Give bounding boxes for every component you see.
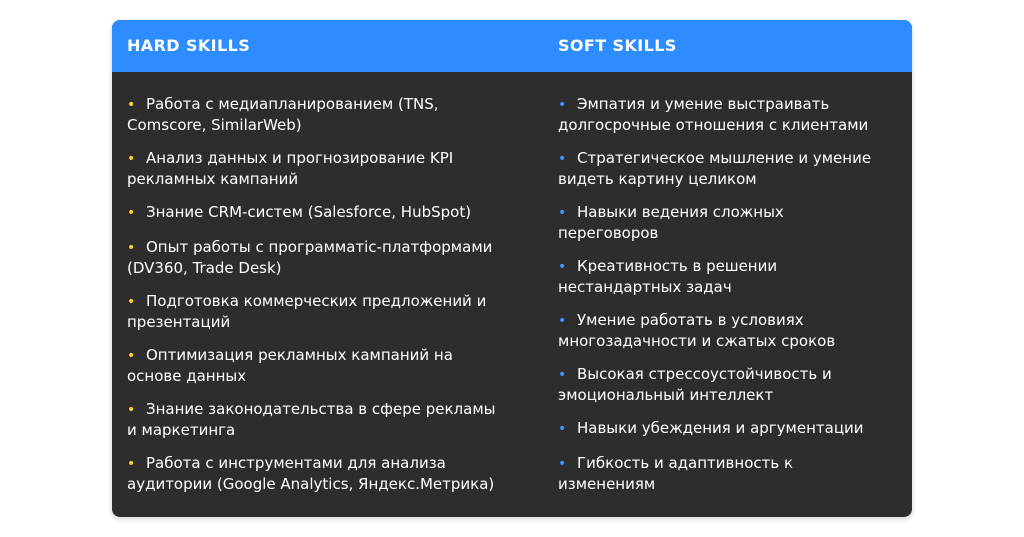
soft-skill-line1: Навыки ведения сложных (577, 203, 784, 221)
hard-skill-line2: Comscore, SimilarWeb) (127, 115, 302, 134)
bullet-icon: • (558, 259, 567, 275)
hard-skill-line2: основе данных (127, 366, 247, 385)
soft-skill-line1: Эмпатия и умение выстраивать (577, 95, 830, 113)
soft-skill-item (558, 419, 864, 440)
bullet-icon: • (127, 402, 136, 418)
soft-skill-item (558, 95, 868, 135)
bullet-icon: • (127, 240, 136, 256)
bullet-icon: • (127, 151, 136, 167)
hard-skills-title: HARD SKILLS (127, 36, 251, 55)
hard-skill-item (127, 346, 453, 386)
table-header (112, 20, 912, 72)
soft-skill-line2: переговоров (558, 223, 659, 242)
bullet-icon: • (558, 421, 567, 437)
hard-skill-line2: (DV360, Trade Desk) (127, 258, 282, 277)
bullet-icon: • (558, 205, 567, 221)
soft-skills-title: SOFT SKILLS (558, 36, 677, 55)
hard-skill-item (127, 400, 495, 440)
soft-skill-line1: Стратегическое мышление и умение (577, 149, 872, 167)
soft-skill-line2: нестандартных задач (558, 277, 732, 296)
soft-skill-line1: Креативность в решении (577, 257, 778, 275)
bullet-icon: • (558, 151, 567, 167)
soft-skill-item (558, 365, 832, 405)
bullet-icon: • (558, 367, 567, 383)
hard-skill-line2: и маркетинга (127, 420, 236, 439)
hard-skill-line2: аудитории (Google Analytics, Яндекс.Метрика) (127, 474, 495, 493)
hard-skill-item (127, 95, 439, 135)
soft-skill-line2: изменениям (558, 474, 656, 493)
hard-skill-line1: Оптимизация рекламных кампаний на (146, 346, 453, 364)
hard-skill-item (127, 454, 494, 494)
bullet-icon: • (558, 97, 567, 113)
soft-skill-line2: долгосрочные отношения с клиентами (558, 115, 869, 134)
soft-skill-line1: Гибкость и адаптивность к (577, 454, 794, 472)
bullet-icon: • (127, 294, 136, 310)
soft-skill-line2: эмоциональный интеллект (558, 385, 774, 404)
bullet-icon: • (558, 313, 567, 329)
soft-skill-line1: Навыки убеждения и аргументации (577, 419, 864, 437)
soft-skill-line2: многозадачности и сжатых сроков (558, 331, 836, 350)
hard-skill-line1: Анализ данных и прогнозирование KPI (146, 149, 454, 167)
soft-skill-item (558, 203, 784, 243)
hard-skill-line1: Знание CRM-систем (Salesforce, HubSpot) (146, 203, 472, 221)
bullet-icon: • (127, 348, 136, 364)
soft-skill-line1: Высокая стрессоустойчивость и (577, 365, 832, 383)
soft-skill-item (558, 257, 777, 297)
soft-skill-line2: видеть картину целиком (558, 169, 757, 188)
hard-skill-line1: Опыт работы с программатic-платформами (146, 238, 493, 256)
soft-skill-item (558, 311, 835, 351)
hard-skill-item (127, 238, 492, 278)
soft-skill-item (558, 454, 793, 494)
hard-skill-line2: презентаций (127, 312, 231, 331)
bullet-icon: • (127, 456, 136, 472)
hard-skill-item (127, 203, 471, 224)
hard-skill-line2: рекламных кампаний (127, 169, 299, 188)
hard-skill-line1: Подготовка коммерческих предложений и (146, 292, 487, 310)
bullet-icon: • (127, 97, 136, 113)
hard-skill-line1: Работа с инструментами для анализа (146, 454, 446, 472)
soft-skill-line1: Умение работать в условиях (577, 311, 804, 329)
bullet-icon: • (127, 205, 136, 221)
hard-skill-item (127, 149, 453, 189)
bullet-icon: • (558, 456, 567, 472)
skills-table (112, 20, 912, 517)
hard-skill-item (127, 292, 486, 332)
hard-skill-line1: Работа с медиапланированием (TNS, (146, 95, 439, 113)
soft-skill-item (558, 149, 871, 189)
hard-skill-line1: Знание законодательства в сфере рекламы (146, 400, 496, 418)
